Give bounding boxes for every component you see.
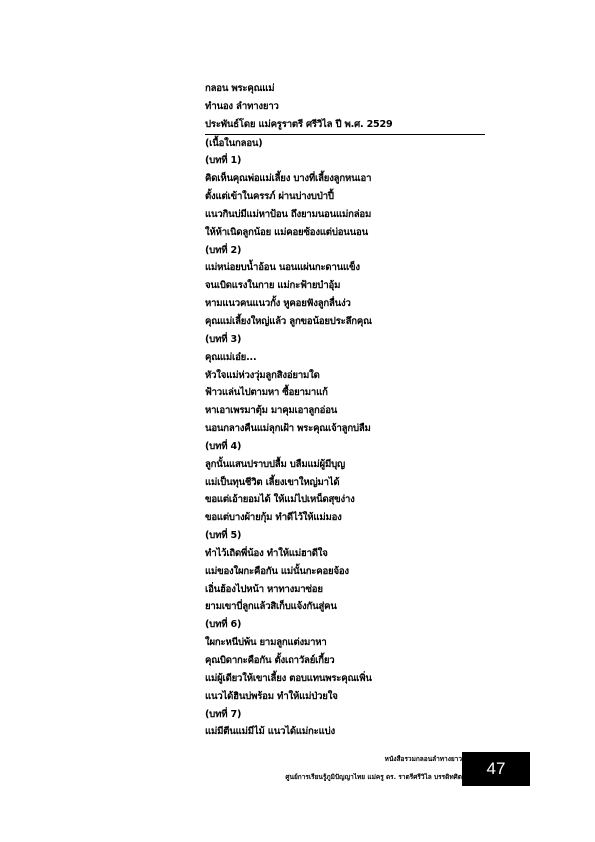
poem-stanza-heading: (บทที่ 7) xyxy=(205,708,242,720)
poem-line: แม่มีตีนแม่มีไม้ แนวได้แม่กะแบ่ง xyxy=(205,726,335,738)
poem-line: นอนกลางคืนแม่ลุกเฝ้า พระคุณเจ้าลูกบ่ลืม xyxy=(205,423,371,435)
poem-line: แนวกินบ่มีแม่หาป้อน ถึงยามนอนแม่กล่อม xyxy=(205,208,372,220)
poem-line: ฟ้าวแล่นไปตามหา ซื้อยามาแก้ xyxy=(205,387,328,399)
poem-melody: ทำนอง ลำทางยาว xyxy=(205,100,279,112)
footer-book-title: หนังสือรวมกลอนลำทางยาว xyxy=(384,755,462,763)
footer-publisher: ศูนย์การเรียนรู้ภูมิปัญญาไทย แม่ครู ดร. ราตรีศรีวิไล บรรดิทศิต xyxy=(285,773,462,781)
poem-line: ขอแต่เอ้ายอมได้ ให้แม่ไปเหน็ดสุขง่าง xyxy=(205,494,355,506)
poem-line: คิดเห็นคุณพ่อแม่เลี้ยง บางที่เลี้ยงลูกหนเอา xyxy=(205,173,372,185)
poem-line: แม่หน่อยบน้ำอ้อน นอนแผ่นกะดานแข็ง xyxy=(205,262,360,274)
poem-line: ตั้งแต่เข้าในครรภ์ ผ่านบ่างบป่าปี้ xyxy=(205,191,334,203)
poem-line: คุณแม่เอ๋ย... xyxy=(205,351,257,363)
poem-line: คุณบิดากะคือกัน ตั้งเถาวัลย์เกี้ยว xyxy=(205,655,335,666)
poem-stanza-heading: (บทที่ 6) xyxy=(205,619,242,631)
poem-line: ใผกะหนีบ่พ้น ยามลูกแต่งมาหา xyxy=(205,637,327,649)
poem-title: กลอน พระคุณแม่ xyxy=(205,83,275,94)
page-footer xyxy=(240,752,462,784)
page-number: 47 xyxy=(486,759,506,778)
poem-line: แนวได้ฮินบ่พร้อม ทำให้แม่ป่วยใจ xyxy=(205,690,338,702)
poem-stanza-heading: (บทที่ 2) xyxy=(205,244,242,256)
poem-stanza-heading: (บทที่ 1) xyxy=(205,155,242,167)
poem-line: ยามเขาบี่ลูกแล้วสิเก็บแจ้งกันสู่คน xyxy=(205,601,337,613)
poem-stanza-heading: (บทที่ 4) xyxy=(205,440,242,452)
poem-line: (เนื้อในกลอน) xyxy=(205,137,263,149)
poem-stanza-heading: (บทที่ 3) xyxy=(205,333,242,345)
poem-body xyxy=(205,80,485,741)
poem-line: แม่ผู้เดียวให้เขาเลี้ยง ตอบแทนพระคุณเพิ่น xyxy=(205,672,372,684)
poem-line: แม่ของใผกะคือกัน แม่นั้นกะคอยจ้อง xyxy=(205,565,349,577)
poem-line: เอิ่นฮ้องไปหน้า หาทางมาซ่อย xyxy=(205,583,323,595)
poem-line: หัวใจแม่ห่วงวุ่มลูกสิงอ่ยามใด xyxy=(205,369,320,381)
poem-line: ให้ห้าเนิดลูกน้อย แม่คอยซ้องแต่บ่อนนอน xyxy=(205,226,368,238)
poem-line: แม่เป็นทุนชีวิต เลี้ยงเขาใหญ่มาได้ xyxy=(205,476,340,488)
poem-line: ขอแต่บางผ้ายกุ้ม ทำดีไว้ให้แม่มอง xyxy=(205,512,342,524)
poem-line: หามแนวคนแนวกั้ง หูคอยฟังลูกลื่นง่ว xyxy=(205,298,351,310)
page-number-box xyxy=(462,752,530,786)
poem-line: คุณแม่เลี้ยงใหญ่แล้ว ลูกขอน้อยประลึกคุณ xyxy=(205,315,372,327)
poem-line: จนเบิดแรงในกาย แม่กะฟ้ายบำอุ้ม xyxy=(205,280,341,292)
poem-line: หาเอาเพรมาตุ้ม มาคุมเอาลูกอ่อน xyxy=(205,405,338,417)
poem-line: ทำไว้เถิดพี่น้อง ทำให้แม่ฮาดีใจ xyxy=(205,547,328,559)
poem-line: ลูกนั้นแสนปราบปลื้ม บลืมแม่ผู้มีบุญ xyxy=(205,458,345,470)
poem-stanza-heading: (บทที่ 5) xyxy=(205,530,242,542)
poem-author: ประพันธ์โดย แม่ครูราตรี ศรีวิไล ปี พ.ศ. 2529 xyxy=(205,116,485,135)
